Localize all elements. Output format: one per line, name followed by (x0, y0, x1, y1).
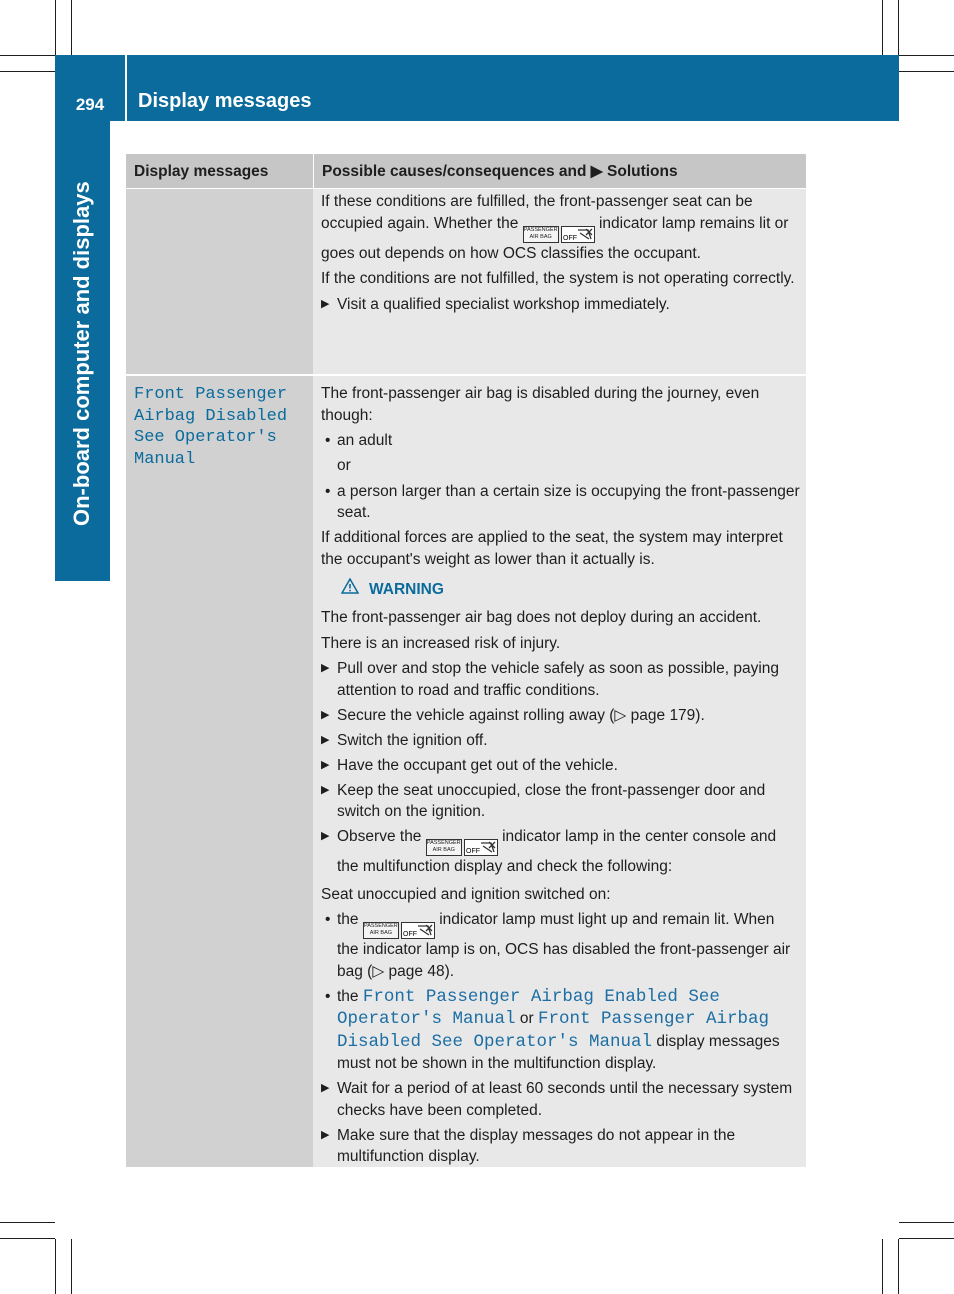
display-message-reference: Front Passenger Airbag Disabled See Operator's Manual (337, 1009, 769, 1052)
paragraph: If these conditions are fulfilled, the front-passenger seat can be occupied again. Whether the PASSENGER AIR BAG OFF indicator lamp remains lit or goes out depends on how OCS classifies the occupant. (321, 193, 789, 262)
instruction-step: ▶ Wait for a period of at least 60 seconds until the necessary system checks have been completed. (321, 1080, 793, 1119)
crop-mark (899, 71, 954, 72)
svg-text:OFF: OFF (402, 931, 417, 938)
column-header-causes: Possible causes/consequences and ▶ Solutions (313, 154, 806, 188)
crop-mark (55, 0, 56, 55)
crop-mark (899, 1222, 954, 1223)
warning-heading: WARNING (341, 578, 800, 601)
paragraph: If additional forces are applied to the seat, the system may interpret the occupant's weight as lower than it actually is. (321, 529, 783, 568)
instruction-step: ▶ Keep the seat unoccupied, close the front-passenger door and switch on the ignition. (321, 781, 766, 820)
step-arrow-icon: ▶ (321, 733, 330, 746)
chapter-label: On-board computer and displays (69, 181, 94, 526)
instruction-step: ▶ Have the occupant get out of the vehicle. (321, 755, 800, 777)
column-header-messages: Display messages (134, 163, 269, 180)
paragraph: or (337, 457, 351, 474)
step-arrow-icon: ▶ (321, 297, 330, 310)
paragraph: The front-passenger air bag is disabled during the journey, even though: (321, 385, 760, 424)
step-arrow-icon: ▶ (321, 1128, 330, 1141)
message-cell (126, 189, 313, 374)
instruction-step: ▶ Visit a qualified specialist workshop immediately. (321, 294, 800, 316)
warning-text: There is an increased risk of injury. (321, 634, 561, 652)
crop-mark (899, 55, 954, 56)
crop-mark (55, 1239, 56, 1294)
crop-mark (0, 1238, 55, 1239)
svg-text:OFF: OFF (465, 848, 480, 855)
passenger-airbag-off-icon: PASSENGER AIR BAG OFF (426, 839, 498, 856)
paragraph: If the conditions are not fulfilled, the system is not operating correctly. (321, 270, 795, 287)
list-item: • an adult (325, 432, 393, 449)
crop-mark (71, 1239, 72, 1294)
passenger-airbag-off-icon: PASSENGER AIR BAG OFF (523, 226, 595, 243)
list-item: • the PASSENGER AIR BAG OFF indicator lamp must light up and remain lit. When the indicator lamp is on, OCS has disabled the front-passenger air bag (▷ page 48). (325, 911, 791, 980)
solution-cell (313, 189, 806, 374)
crop-mark (899, 1238, 954, 1239)
step-arrow-icon: ▶ (321, 830, 330, 842)
solution-cell (313, 376, 806, 1167)
crop-mark (898, 0, 899, 55)
warning-text: The front-passenger air bag does not deploy during an accident. (321, 609, 762, 626)
step-arrow-icon: ▶ (321, 758, 330, 771)
crop-mark (882, 1239, 883, 1294)
display-message: Front Passenger Airbag Disabled See Operator's Manual (134, 385, 288, 469)
crop-mark (0, 1222, 55, 1223)
crop-mark (898, 1239, 899, 1294)
svg-text:OFF: OFF (562, 234, 577, 242)
list-item: • a person larger than a certain size is occupying the front-passenger seat. (325, 482, 800, 521)
header-divider (125, 55, 127, 121)
crop-mark (71, 0, 72, 55)
crop-mark (0, 71, 55, 72)
step-arrow-icon: ▶ (321, 783, 330, 796)
display-message-reference: Front Passenger Airbag Enabled See Operator's Manual (337, 986, 720, 1029)
table-row (126, 189, 806, 374)
crop-mark (882, 0, 883, 55)
crop-mark (0, 55, 55, 56)
warning-triangle-icon (341, 578, 359, 601)
step-arrow-icon: ▶ (321, 1082, 330, 1094)
step-arrow-icon: ▶ (321, 662, 330, 674)
instruction-step: ▶ Make sure that the display messages do not appear in the multifunction display. (321, 1126, 736, 1165)
page-title: Display messages (138, 90, 312, 112)
instruction-step: ▶ Pull over and stop the vehicle safely as soon as possible, paying attention to road and traffic conditions. (321, 660, 780, 699)
paragraph: Seat unoccupied and ignition switched on: (321, 885, 611, 903)
table-row (126, 376, 806, 1167)
instruction-step: ▶ Switch the ignition off. (321, 730, 800, 752)
list-item: • the Front Passenger Airbag Enabled See Operator's Manual or Front Passenger Airbag Disabled See Operator's Manual display messages must not be shown in the multifunction display. (325, 986, 780, 1072)
instruction-step: ▶ Secure the vehicle against rolling away (▷ page 179). (321, 705, 800, 727)
display-messages-table (126, 154, 806, 1167)
step-arrow-icon: ▶ (321, 708, 330, 721)
table-header (126, 154, 806, 189)
page-number: 294 (75, 95, 105, 114)
passenger-airbag-off-icon: PASSENGER AIR BAG OFF (363, 922, 435, 939)
message-cell (126, 376, 313, 1167)
instruction-step: ▶ Observe the PASSENGER AIR BAG OFF indicator lamp in the center console and the multifunction display and check the following: (321, 828, 777, 875)
page-header (55, 55, 899, 121)
chapter-side-tab (55, 121, 110, 581)
